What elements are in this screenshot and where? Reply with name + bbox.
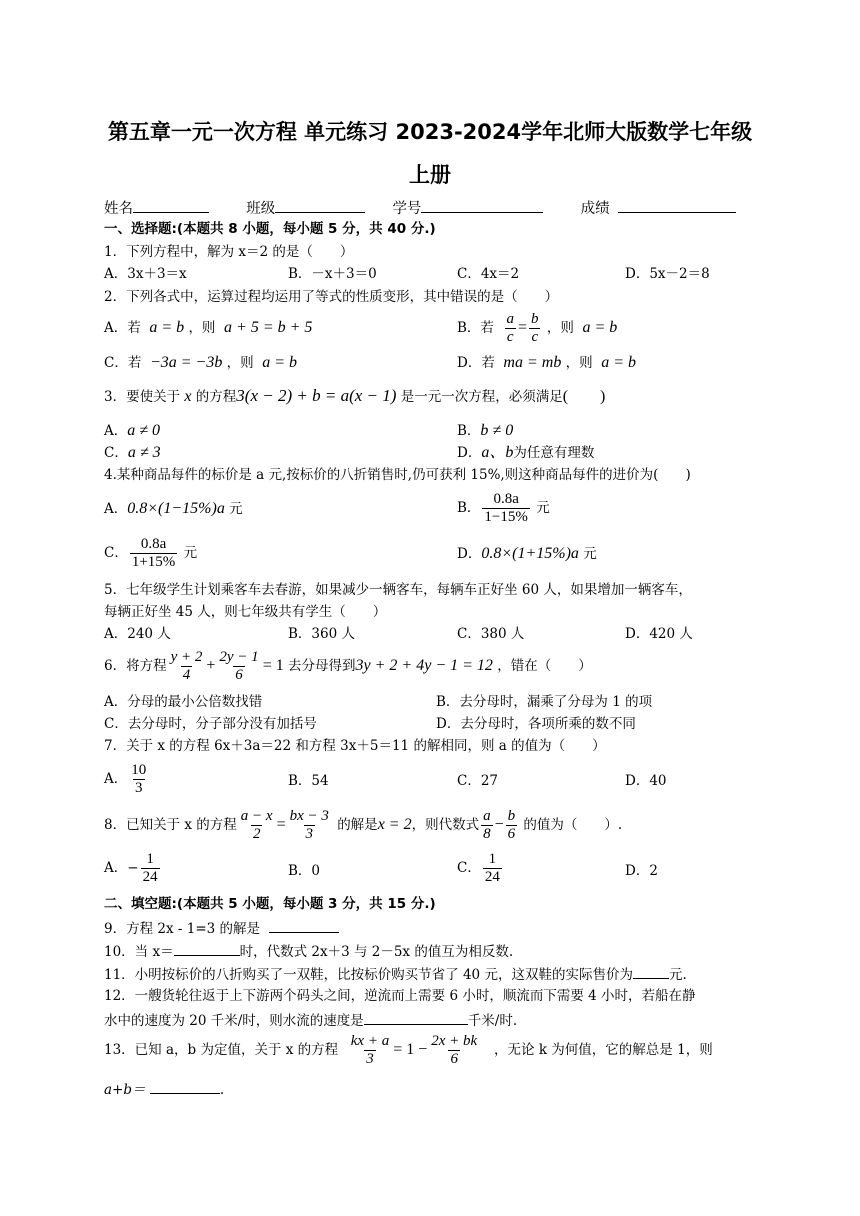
q1-option-b: B．－x＋3＝0 xyxy=(288,266,377,282)
q3-option-b: B．b ≠ 0 xyxy=(457,422,514,439)
worksheet-title: 第五章一元一次方程 单元练习 2023-2024学年北师大版数学七年级 xyxy=(107,120,753,144)
q2-option-b: B．若 $\frac{a}{c}$ = $\frac{b}{c}$ ，则 a = b xyxy=(457,311,618,345)
q6-option-a: A．分母的最小公倍数找错 xyxy=(104,694,263,710)
q4-option-a: A．0.8×(1−15%)a 元 xyxy=(104,500,243,517)
q8-option-b: B．0 xyxy=(288,863,321,879)
q5-option-d: D．420 人 xyxy=(625,626,693,642)
q9-answer-blank[interactable] xyxy=(269,918,339,933)
q5-option-c: C．380 人 xyxy=(457,626,525,642)
id-label: 学号 xyxy=(392,201,422,217)
question-2-stem: 2．下列各式中，运算过程均运用了等式的性质变形，其中错误的是（ ） xyxy=(104,289,559,305)
q2-option-c: C．若 −3a = −3b ，则 a = b xyxy=(104,354,298,371)
q4-option-b: B． $\frac{0.8a}{1-15\%}$ 元 xyxy=(457,491,550,525)
q7-option-a: A． $\frac{10}{3}$ xyxy=(104,762,147,796)
q1-option-d: D．5x－2＝8 xyxy=(625,266,710,282)
question-12: 12．一艘货轮往返于上下游两个码头之间，逆流而上需要 6 小时，顺流而下需要 4 小时，若船在静 xyxy=(104,988,696,1004)
name-blank[interactable] xyxy=(133,198,209,213)
q13-answer-blank[interactable] xyxy=(150,1079,220,1094)
q3-option-a: A．a ≠ 0 xyxy=(104,422,161,439)
question-13: 13．已知 a，b 为定值，关于 x 的方程 $\frac{kx + a}{3}$ = 1 − $\frac{2x + bk}{6}$ ，无论 k 为何值，它的解总是 1，则 xyxy=(104,1033,713,1067)
info-row xyxy=(104,198,736,218)
question-12-cont: 水中的速度为 20 千米/时，则水流的速度是 千米/时. xyxy=(104,1010,517,1030)
score-blank[interactable] xyxy=(618,198,736,213)
q8-option-c: C． $\frac{1}{24}$ xyxy=(457,851,500,885)
question-5-stem: 5．七年级学生计划乘客车去春游，如果减少一辆客车，每辆车正好坐 60 人，如果增加一辆客车， xyxy=(104,582,692,598)
q11-answer-blank[interactable] xyxy=(633,964,669,979)
section-heading-fill: 二、填空题:(本题共 5 小题，每小题 3 分，共 15 分.) xyxy=(104,896,436,912)
q3-option-d: D．a、b为任意有理数 xyxy=(457,444,595,461)
q4-option-c: C． $\frac{0.8a}{1+15\%}$ 元 xyxy=(104,536,198,570)
q6-option-c: C．去分母时，分子部分没有加括号 xyxy=(104,716,317,732)
q12-answer-blank[interactable] xyxy=(364,1010,468,1025)
q7-option-c: C．27 xyxy=(457,773,499,789)
id-blank[interactable] xyxy=(421,198,543,213)
q6-option-d: D．去分母时，各项所乘的数不同 xyxy=(436,716,636,732)
q7-option-d: D．40 xyxy=(625,773,667,789)
q1-option-c: C．4x＝2 xyxy=(457,266,520,282)
question-3-stem: 3．要使关于 x 的方程3(x − 2) + b = a(x − 1) 是一元一次方程，必须满足( ) xyxy=(104,386,606,405)
question-8-stem: 8．已知关于 x 的方程 $\frac{a - x}{2}$ = $\frac{bx - 3}{3}$ 的解是x = 2，则代数式 $\frac{a}{8}$ − $\frac{b}{6}$ 的值为（ ）. xyxy=(104,808,623,842)
q8-option-a: A．− $\frac{1}{24}$ xyxy=(104,851,158,885)
section-heading-choice: 一、选择题:(本题共 8 小题，每小题 5 分，共 40 分.) xyxy=(104,221,436,237)
class-label: 班级 xyxy=(246,201,276,217)
score-label: 成绩 xyxy=(580,201,610,217)
name-label: 姓名 xyxy=(104,201,133,217)
q5-option-a: A．240 人 xyxy=(104,626,171,642)
question-6-stem: 6．将方程 $\frac{y + 2}{4}$ + $\frac{2y - 1}{6}$ = 1 去分母得到3y + 2 + 4y − 1 = 12 ，错在（ ） xyxy=(104,649,592,683)
question-1-stem: 1．下列方程中，解为 x＝2 的是（ ） xyxy=(104,244,354,260)
question-11: 11．小明按标价的八折购买了一双鞋，比按标价购买节省了 40 元，这双鞋的实际售价为 元. xyxy=(104,964,687,984)
q7-option-b: B．54 xyxy=(288,773,329,789)
q8-option-d: D．2 xyxy=(625,863,658,879)
q5-option-b: B．360 人 xyxy=(288,626,355,642)
q2-option-a: A．若 a = b ，则 a + 5 = b + 5 xyxy=(104,319,313,336)
worksheet-title-cont: 上册 xyxy=(409,163,451,187)
question-7-stem: 7．关于 x 的方程 6x＋3a＝22 和方程 3x＋5＝11 的解相同，则 a 的值为（ ） xyxy=(104,738,606,754)
q3-option-c: C．a ≠ 3 xyxy=(104,444,161,461)
q2-option-d: D．若 ma = mb ，则 a = b xyxy=(457,354,637,371)
question-5-stem-cont: 每辆正好坐 45 人，则七年级共有学生（ ） xyxy=(104,604,387,620)
question-13-cont: a+b＝ . xyxy=(104,1079,224,1099)
q10-answer-blank[interactable] xyxy=(174,941,240,956)
q1-option-a: A．3x＋3＝x xyxy=(104,266,187,282)
class-blank[interactable] xyxy=(275,198,365,213)
question-9: 9．方程 2x - 1=3 的解是 xyxy=(104,918,339,938)
q6-option-b: B．去分母时，漏乘了分母为 1 的项 xyxy=(436,694,653,710)
question-10: 10．当 x＝ 时，代数式 2x＋3 与 2－5x 的值互为相反数. xyxy=(104,941,513,961)
question-4-stem: 4.某种商品每件的标价是 a 元,按标价的八折销售时,仍可获利 15%,则这种商品每件的进价为( ) xyxy=(104,467,691,483)
q4-option-d: D．0.8×(1+15%)a 元 xyxy=(457,545,597,562)
